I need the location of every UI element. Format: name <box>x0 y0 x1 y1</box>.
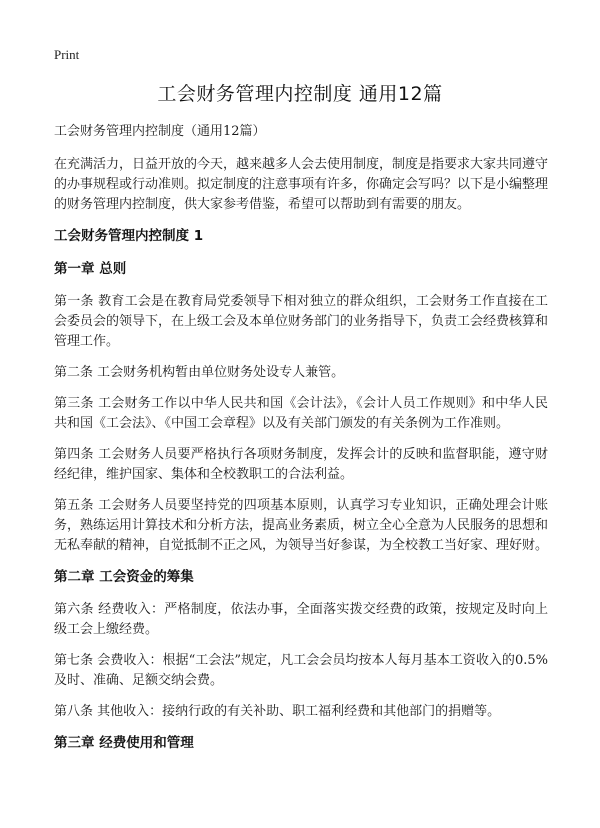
article-paragraph: 第七条 会费收入：根据“工会法”规定，凡工会会员均按本人每月基本工资收入的0.5%及时、准确、足额交纳会费。 <box>54 653 548 688</box>
chapter-heading: 第一章 总则 <box>54 261 127 277</box>
article-paragraph: 第六条 经费收入：严格制度，依法办事，全面落实拨交经费的政策，按规定及时向上级工会上缴经费。 <box>54 602 548 637</box>
intro-paragraph: 在充满活力，日益开放的今天，越来越多人会去使用制度，制度是指要求大家共同遵守的办事规程或行动准则。拟定制度的注意事项有许多，你确定会写吗？以下是小编整理的财务管理内控制度，供大家参考借鉴，希望可以帮助到有需要的朋友。 <box>54 157 549 212</box>
article-paragraph: 第三条 工会财务工作以中华人民共和国《会计法》，《会计人员工作规则》和中华人民共和国《工会法》、《中国工会章程》以及有关部门颁发的有关条例为工作准则。 <box>54 396 548 431</box>
article-paragraph: 第四条 工会财务人员要严格执行各项财务制度，发挥会计的反映和监督职能，遵守财经纪律，维护国家、集体和全校教职工的合法利益。 <box>54 447 548 482</box>
chapter-heading: 第二章 工会资金的筹集 <box>54 569 194 585</box>
document-subtitle: 工会财务管理内控制度（通用12篇） <box>54 124 266 139</box>
document-body <box>54 122 548 766</box>
article-paragraph: 第五条 工会财务人员要坚持党的四项基本原则，认真学习专业知识，正确处理会计账务，熟练运用计算技术和分析方法，提高业务素质，树立全心全意为人民服务的思想和无私奉献的精神，自觉抵制不正之风，为领导当好参谋，为全校教工当好家、理好财。 <box>54 498 549 553</box>
article-paragraph: 第八条 其他收入：接纳行政的有关补助、职工福利经费和其他部门的捐赠等。 <box>54 704 501 719</box>
chapter-heading: 第三章 经费使用和管理 <box>54 735 194 751</box>
document-title: 工会财务管理内控制度 通用12篇 <box>157 83 443 105</box>
article-paragraph: 第一条 教育工会是在教育局党委领导下相对独立的群众组织，工会财务工作直接在工会委员会的领导下，在上级工会及本单位财务部门的业务指导下，负责工会经费核算和管理工作。 <box>54 294 549 349</box>
article-paragraph: 第二条 工会财务机构暂由单位财务处设专人兼管。 <box>54 365 345 380</box>
section-heading: 工会财务管理内控制度 1 <box>54 228 204 244</box>
print-label: Print <box>54 47 80 62</box>
